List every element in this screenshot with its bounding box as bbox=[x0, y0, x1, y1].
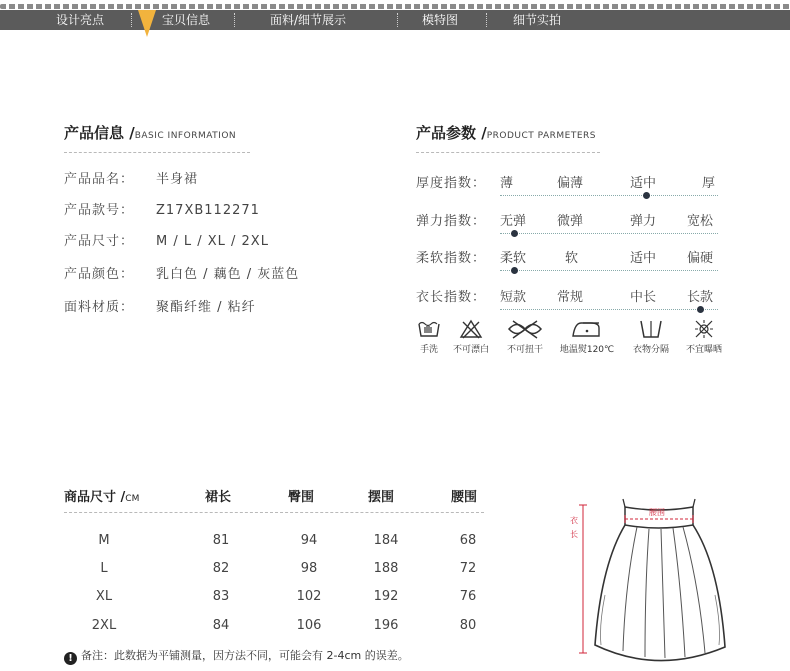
nav-item-detail-photos[interactable]: 细节实拍 bbox=[513, 13, 562, 27]
size-cell: 80 bbox=[459, 618, 477, 633]
size-header-waist: 腰围 bbox=[451, 490, 478, 505]
care-low-iron bbox=[554, 318, 620, 355]
size-cell-label: M bbox=[98, 533, 110, 548]
size-cell-label: L bbox=[100, 561, 108, 576]
length-label: 衣 bbox=[570, 516, 578, 525]
waist-label: 腰围 bbox=[649, 508, 665, 517]
param-label-length: 衣长指数： bbox=[416, 290, 487, 305]
param-option: 偏硬 bbox=[687, 251, 714, 266]
size-header-hip: 臀围 bbox=[288, 490, 315, 505]
hand-wash-icon bbox=[417, 318, 441, 340]
size-header-hem: 摆围 bbox=[368, 490, 395, 505]
param-option: 微弹 bbox=[557, 214, 584, 229]
param-option: 适中 bbox=[630, 176, 657, 191]
info-key: 产品款号： bbox=[64, 203, 135, 218]
size-cell-label: 2XL bbox=[91, 618, 117, 633]
skirt-outline-icon bbox=[553, 475, 790, 671]
info-row-sizes bbox=[64, 230, 269, 249]
care-label: 衣物分隔 bbox=[632, 345, 669, 355]
exclamation-icon: ! bbox=[64, 652, 77, 665]
param-option: 偏薄 bbox=[557, 176, 584, 191]
nav-item-fabric-details[interactable]: 面料/细节展示 bbox=[270, 13, 347, 27]
nav-separator bbox=[486, 13, 487, 27]
size-header-length: 裙长 bbox=[205, 490, 232, 505]
param-option: 长款 bbox=[687, 290, 714, 305]
size-cell: 81 bbox=[212, 533, 230, 548]
info-key: 产品颜色： bbox=[64, 267, 135, 282]
info-value: 聚酯纤维 / 粘纤 bbox=[156, 300, 256, 315]
param-selected-dot bbox=[511, 267, 518, 274]
size-cell: 196 bbox=[373, 618, 399, 633]
size-cell: 94 bbox=[300, 533, 318, 548]
param-option: 无弹 bbox=[500, 214, 527, 229]
info-value: 乳白色 / 藕色 / 灰蓝色 bbox=[156, 267, 300, 282]
note-text: 备注：此数据为平铺测量，因方法不同，可能会有 2-4cm 的误差。 bbox=[81, 649, 409, 662]
param-option: 适中 bbox=[630, 251, 657, 266]
param-label-thickness: 厚度指数： bbox=[416, 176, 487, 191]
info-row-colors bbox=[64, 263, 299, 282]
param-option: 宽松 bbox=[687, 214, 714, 229]
size-cell: 68 bbox=[459, 533, 477, 548]
size-cell: 83 bbox=[212, 589, 230, 604]
size-cell: 82 bbox=[212, 561, 230, 576]
care-label: 不可漂白 bbox=[452, 345, 489, 355]
info-value: M / L / XL / 2XL bbox=[156, 234, 269, 249]
nav-separator bbox=[131, 13, 132, 27]
size-cell: 72 bbox=[459, 561, 477, 576]
param-label-elasticity: 弹力指数： bbox=[416, 214, 487, 229]
product-info-subtitle: BASIC INFORMATION bbox=[134, 131, 237, 141]
param-selected-dot bbox=[511, 230, 518, 237]
param-track bbox=[500, 270, 718, 271]
divider bbox=[64, 512, 484, 513]
product-params-subtitle: PRODUCT PARMETERS bbox=[486, 131, 596, 141]
param-option: 常规 bbox=[557, 290, 584, 305]
divider bbox=[416, 152, 600, 153]
care-wash-separately bbox=[626, 318, 676, 355]
size-table-title bbox=[64, 486, 139, 505]
nav-active-arrow-icon bbox=[138, 10, 156, 37]
care-no-wring bbox=[500, 318, 550, 355]
nav-separator bbox=[234, 13, 235, 27]
param-option: 薄 bbox=[500, 176, 514, 191]
info-row-material bbox=[64, 296, 256, 315]
size-cell: 106 bbox=[296, 618, 322, 633]
param-label-softness: 柔软指数： bbox=[416, 251, 487, 266]
care-label: 不可扭干 bbox=[506, 345, 543, 355]
no-bleach-icon bbox=[459, 318, 483, 340]
top-nav bbox=[0, 0, 790, 31]
param-option: 厚 bbox=[702, 176, 716, 191]
size-table-unit: CM bbox=[125, 494, 140, 504]
param-track bbox=[500, 233, 718, 234]
size-cell: 192 bbox=[373, 589, 399, 604]
care-no-bleach bbox=[446, 318, 496, 355]
nav-item-product-info[interactable]: 宝贝信息 bbox=[162, 13, 211, 27]
nav-bar bbox=[0, 10, 790, 30]
info-key: 产品品名： bbox=[64, 172, 135, 187]
param-option: 中长 bbox=[630, 290, 657, 305]
no-wring-icon bbox=[505, 318, 545, 340]
nav-separator bbox=[397, 13, 398, 27]
wash-separately-icon bbox=[636, 318, 666, 340]
size-cell: 184 bbox=[373, 533, 399, 548]
measurement-note bbox=[64, 647, 409, 665]
care-label: 地温熨120℃ bbox=[559, 345, 615, 355]
param-selected-dot bbox=[643, 192, 650, 199]
divider bbox=[64, 152, 250, 153]
length-label: 长 bbox=[570, 530, 578, 539]
param-selected-dot bbox=[697, 306, 704, 313]
param-track bbox=[500, 195, 718, 196]
nav-item-design-highlights[interactable]: 设计亮点 bbox=[56, 13, 105, 27]
info-row-name bbox=[64, 168, 198, 187]
size-cell-label: XL bbox=[95, 589, 113, 604]
info-key: 产品尺寸： bbox=[64, 234, 135, 249]
param-track bbox=[500, 309, 718, 310]
param-option: 弹力 bbox=[630, 214, 657, 229]
param-option: 柔软 bbox=[500, 251, 527, 266]
param-option: 短款 bbox=[500, 290, 527, 305]
product-info-heading: 产品信息 / bbox=[64, 124, 135, 142]
no-sun-dry-icon bbox=[692, 318, 716, 340]
care-hand-wash bbox=[416, 318, 442, 355]
product-params-title bbox=[416, 122, 596, 143]
size-cell: 76 bbox=[459, 589, 477, 604]
product-info-title bbox=[64, 122, 236, 143]
size-cell: 84 bbox=[212, 618, 230, 633]
skirt-diagram bbox=[553, 475, 790, 671]
care-no-sun-dry bbox=[680, 318, 728, 355]
info-row-style-number bbox=[64, 199, 260, 218]
size-cell: 102 bbox=[296, 589, 322, 604]
decorative-strip bbox=[0, 4, 790, 9]
size-cell: 188 bbox=[373, 561, 399, 576]
info-key: 面料材质： bbox=[64, 300, 135, 315]
low-iron-icon bbox=[569, 318, 605, 340]
info-value: 半身裙 bbox=[156, 172, 199, 187]
care-label: 不宜曝晒 bbox=[685, 345, 722, 355]
size-cell: 98 bbox=[300, 561, 318, 576]
param-option: 软 bbox=[565, 251, 579, 266]
product-params-heading: 产品参数 / bbox=[416, 124, 487, 142]
info-value: Z17XB112271 bbox=[156, 203, 260, 218]
care-label: 手洗 bbox=[419, 345, 438, 355]
nav-item-model-photos[interactable]: 模特图 bbox=[422, 13, 459, 27]
size-table-heading: 商品尺寸 / bbox=[64, 490, 126, 505]
